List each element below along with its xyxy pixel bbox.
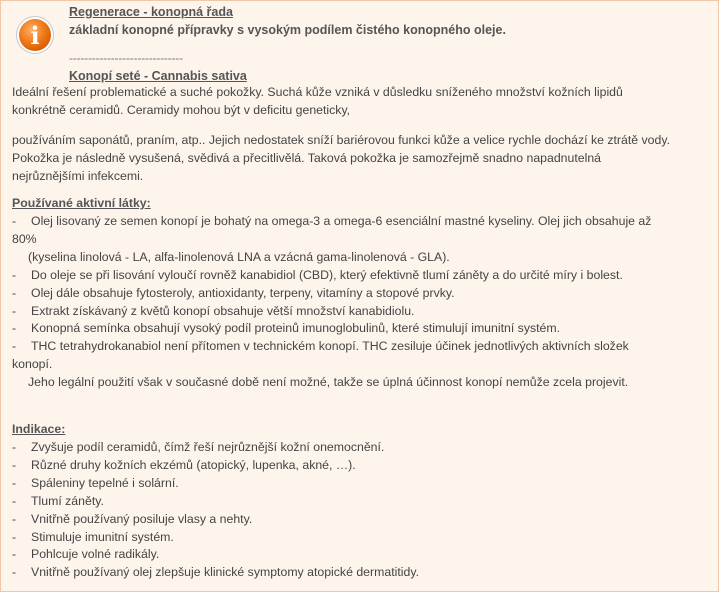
body-paragraph <box>12 132 670 186</box>
info-glyph: i <box>30 21 40 50</box>
list-item: - Tlumí záněty. <box>12 493 104 508</box>
body-line: používáním saponátů, praním, atp.. Jejich nedostatek sníží bariérovou funkci kůže a velice rychle dochází ke ztrátě vody. <box>12 133 671 147</box>
list-item: konopí. <box>12 357 53 372</box>
active-substances-heading: Používané aktivní látky: <box>12 196 151 210</box>
info-icon <box>15 15 55 55</box>
list-item: 80% <box>12 231 37 246</box>
list-item: - Olej lisovaný ze semen konopí je bohatý na omega-3 a omega-6 esenciální mastné kyseliny. Olej jich obsahuje až <box>12 214 652 228</box>
intro-line: konkrétně ceramidů. Ceramidy mohou být v deficitu geneticky, <box>12 102 351 117</box>
list-item: Jeho legální použití však v současné době není možné, takže se úplná účinnost konopí nemůže zcela projevit. <box>28 375 629 390</box>
indications-heading: Indikace: <box>12 422 66 436</box>
active-substances-list <box>12 213 651 392</box>
header-subtitle: základní konopné přípravky s vysokým podílem čistého konopného oleje. <box>69 23 506 37</box>
list-item: - Pohlcuje volné radikály. <box>12 547 160 562</box>
list-item: - Vnitřně používaný posiluje vlasy a nehty. <box>12 511 253 526</box>
body-line: nejrůznějšími infekcemi. <box>12 168 144 183</box>
list-item: - THC tetrahydrokanabiol není přítomen v technickém konopí. THC zesiluje účinek jednotlivých aktivních složek <box>12 339 629 354</box>
separator-line: ------------------------------ <box>69 51 183 65</box>
header-title: Regenerace - konopná řada <box>69 5 233 19</box>
list-item: - Do oleje se při lisování vyloučí rovněž kanabidiol (CBD), který efektivně tlumí záněty a do určité míry i bolest. <box>12 267 623 282</box>
intro-line: Ideální řešení problematické a suché pokožky. Suchá kůže vzniká v důsledku sníženého množství kožních lipidů <box>12 85 623 99</box>
body-line: Pokožka je následně vysušená, svědivá a přecitlivělá. Taková pokožka je samozřejmě snadno napadnutelná <box>12 150 602 165</box>
list-item: - Vnitřně používaný olej zlepšuje klinické symptomy atopické dermatitidy. <box>12 565 419 580</box>
list-item: - Extrakt získávaný z květů konopí obsahuje větší množství kanabidiolu. <box>12 303 415 318</box>
list-item: - Stimuluje imunitní systém. <box>12 529 174 544</box>
list-item: - Konopná semínka obsahují vysoký podíl proteinů imunoglobulinů, které stimulují imunitní systém. <box>12 321 561 336</box>
indications-list <box>12 439 419 582</box>
list-item: - Spáleniny tepelné i solární. <box>12 475 179 490</box>
list-item: - Různé druhy kožních ekzémů (atopický, lupenka, akné, …). <box>12 457 356 472</box>
intro-paragraph <box>12 84 623 120</box>
plant-title: Konopí seté - Cannabis sativa <box>69 69 247 83</box>
list-item: (kyselina linolová - LA, alfa-linolenová LNA a vzácná gama-linolenová - GLA). <box>28 249 450 264</box>
list-item: - Zvyšuje podíl ceramidů, čímž řeší nejrůznější kožní onemocnění. <box>12 440 385 454</box>
list-item: - Olej dále obsahuje fytosteroly, antioxidanty, terpeny, vitamíny a stopové prvky. <box>12 285 455 300</box>
